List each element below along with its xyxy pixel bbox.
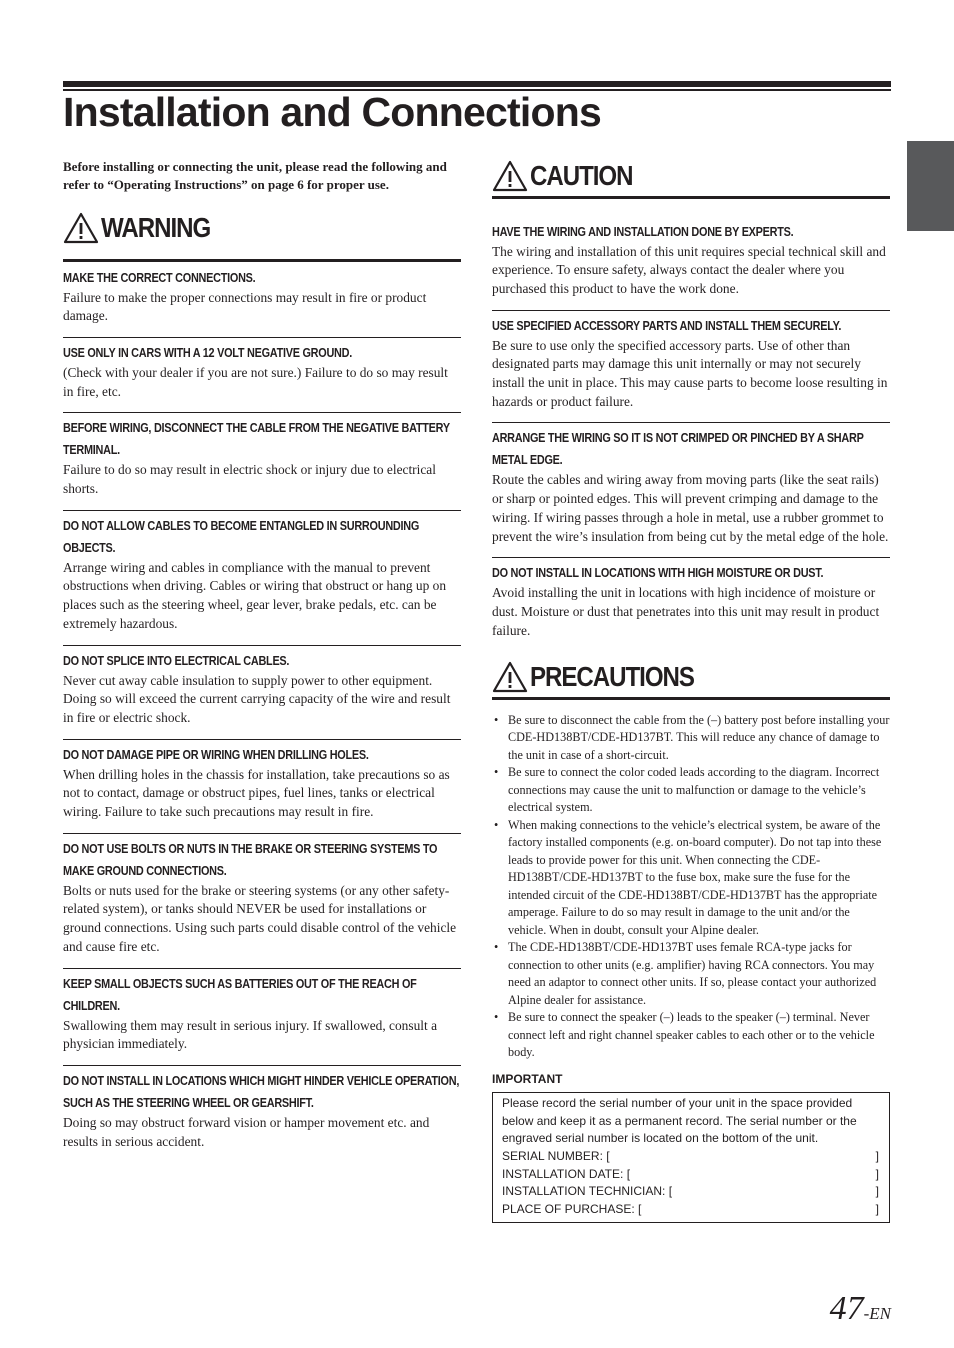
caution-item (492, 557, 890, 651)
caution-item (492, 422, 890, 557)
page-number (830, 1290, 891, 1328)
intro-text: Before installing or connecting the unit, please read the following and refer to “Operating Instructions” on page 6 for proper use. (63, 159, 447, 192)
page-title: Installation and Connections (63, 89, 601, 135)
precautions-triangle-icon (492, 661, 528, 693)
warning-item (63, 645, 461, 739)
warning-item-heading: KEEP SMALL OBJECTS SUCH AS BATTERIES OUT OF THE REACH OF CHILDREN. (63, 976, 417, 1013)
caution-list (492, 221, 890, 652)
precautions-title: PRECAUTIONS (530, 661, 694, 693)
field-label: SERIAL NUMBER: [ (502, 1148, 610, 1163)
precautions-section (492, 651, 890, 1062)
field-close-bracket: ] (875, 1184, 879, 1199)
section-tab-marker (907, 141, 954, 231)
warning-item-heading: BEFORE WIRING, DISCONNECT THE CABLE FROM THE NEGATIVE BATTERY TERMINAL. (63, 421, 450, 458)
field-label: INSTALLATION DATE: [ (502, 1166, 631, 1181)
warning-item (63, 510, 461, 645)
caution-item (492, 310, 890, 423)
caution-item-heading: USE SPECIFIED ACCESSORY PARTS AND INSTALL THEM SECURELY. (492, 318, 842, 333)
warning-header (63, 202, 461, 244)
warning-item (63, 337, 461, 412)
field-close-bracket: ] (875, 1166, 879, 1181)
warning-item-body: When drilling holes in the chassis for installation, take precautions so as not to contact, damage or obstruct pipes, fuel lines, tanks or electrical wiring. Failure to take such precautions may result in fire. (63, 766, 450, 820)
caution-triangle-icon (492, 160, 528, 192)
important-box (492, 1092, 890, 1223)
warning-item-heading: DO NOT DAMAGE PIPE OR WIRING WHEN DRILLING HOLES. (63, 747, 369, 762)
warning-item-body: Doing so may obstruct forward vision or hamper movement etc. and results in serious accident. (63, 1114, 430, 1149)
field-label: PLACE OF PURCHASE: [ (502, 1202, 642, 1217)
warning-list (63, 267, 461, 1163)
warning-item (63, 1065, 461, 1162)
caution-title: CAUTION (530, 160, 633, 191)
serial-number-field (502, 1148, 879, 1166)
caution-header (492, 150, 890, 192)
caution-item-body: Avoid installing the unit in locations with high incidence of moisture or dust. Moisture or dust that penetrates into this unit may result in product failure. (492, 585, 880, 638)
warning-item-heading: DO NOT INSTALL IN LOCATIONS WHICH MIGHT HINDER VEHICLE OPERATION, SUCH AS THE STEERING WHEEL OR GEARSHIFT. (63, 1073, 460, 1110)
warning-item (63, 833, 461, 968)
warning-item (63, 739, 461, 833)
warning-item (63, 267, 461, 337)
warning-item-body: Failure to do so may result in electric shock or injury due to electrical shorts. (63, 462, 436, 497)
warning-item-body: Arrange wiring and cables in compliance with the manual to prevent obstructions when driving. Cables or wiring that obstruct or hang up on places such as the steering wheel, gear lever, brake pedals, etc. can be extremely hazardous. (63, 559, 447, 631)
installation-date-field (502, 1166, 879, 1184)
caution-item-body: The wiring and installation of this unit requires special technical skill and experience. To ensure safety, always contact the dealer where you purchased this product to have the work done. (492, 243, 886, 296)
warning-rule (63, 259, 461, 262)
installation-technician-field (502, 1183, 879, 1201)
warning-item (63, 412, 461, 509)
important-text: Please record the serial number of your unit in the space provided below and keep it as a permanent record. The serial number or the engraved serial number is located on the bottom of the unit. (502, 1095, 857, 1146)
precaution-item: • Be sure to connect the color coded leads according to the diagram. Incorrect connections may cause the unit to malfunction or damage to the vehicle’s electrical system. (492, 764, 890, 817)
field-close-bracket: ] (875, 1148, 879, 1163)
warning-item-heading: DO NOT USE BOLTS OR NUTS IN THE BRAKE OR STEERING SYSTEMS TO MAKE GROUND CONNECTIONS. (63, 841, 438, 878)
warning-section (63, 202, 461, 1162)
left-column (63, 158, 461, 1162)
caution-rule (492, 196, 890, 199)
warning-item-heading: USE ONLY IN CARS WITH A 12 VOLT NEGATIVE GROUND. (63, 345, 352, 360)
page-number-suffix: -EN (863, 1304, 891, 1323)
precaution-item: • The CDE-HD138BT/CDE-HD137BT uses female RCA-type jacks for connection to other units (e.g. amplifier) having RCA connectors. You may need an adaptor to connect other units. If so, please contact your authorized Alpine dealer for assistance. (492, 939, 890, 1009)
precaution-item: • Be sure to connect the speaker (–) leads to the speaker (–) terminal. Never connect left and right channel speaker cables to each other or to the vehicle body. (492, 1009, 890, 1062)
caution-item (492, 221, 890, 310)
caution-item-body: Be sure to use only the specified accessory parts. Use of other than designated parts may damage this unit internally or may not securely install the unit in place. This may cause parts to become loose resulting in hazards or product failure. (492, 337, 888, 409)
caution-section (492, 150, 890, 651)
precaution-item: • When making connections to the vehicle’s electrical system, be aware of the factory installed components (e.g. on-board computer). Do not tap into these leads to provide power for this unit. When connecting the CDE-HD138BT/CDE-HD137BT to the fuse box, make sure the fuse for the intended circuit of the CDE-HD138BT/CDE-HD137BT has the appropriate amperage. Failure to do so may result in damage to the unit and/or the vehicle. When in doubt, consult your Alpine dealer. (492, 817, 890, 940)
caution-item-heading: DO NOT INSTALL IN LOCATIONS WITH HIGH MOISTURE OR DUST. (492, 566, 824, 581)
warning-item-heading: DO NOT SPLICE INTO ELECTRICAL CABLES. (63, 653, 290, 668)
warning-item-heading: DO NOT ALLOW CABLES TO BECOME ENTANGLED IN SURROUNDING OBJECTS. (63, 518, 420, 555)
important-label: IMPORTANT (492, 1071, 563, 1086)
warning-title: WARNING (101, 212, 211, 243)
page-number-value: 47 (829, 1290, 864, 1327)
warning-triangle-icon (63, 212, 99, 244)
field-close-bracket: ] (875, 1202, 879, 1217)
caution-item-heading: HAVE THE WIRING AND INSTALLATION DONE BY EXPERTS. (492, 224, 794, 239)
warning-item (63, 968, 461, 1065)
warning-item-body: (Check with your dealer if you are not sure.) Failure to do so may result in fire, etc. (63, 364, 448, 399)
field-label: INSTALLATION TECHNICIAN: [ (502, 1184, 673, 1199)
top-rule-thick (63, 81, 891, 87)
precautions-rule (492, 697, 890, 700)
warning-item-body: Never cut away cable insulation to supply power to other equipment. Doing so will exceed the current carrying capacity of the wire and result in fire or electric shock. (63, 672, 451, 725)
precautions-list (492, 712, 890, 1062)
right-column (492, 150, 890, 1223)
caution-item-body: Route the cables and wiring away from moving parts (like the seat rails) or sharp or pointed edges. This will prevent crimping and damage to the wiring. If wiring passes through a hole in metal, use a rubber grommet to prevent the wire’s insulation from being cut by the metal edge of the hole. (492, 472, 889, 544)
place-of-purchase-field (502, 1201, 879, 1219)
precaution-item: • Be sure to disconnect the cable from the (–) battery post before installing your CDE-HD138BT/CDE-HD137BT. This will reduce any chance of damage to the unit in case of a short-circuit. (492, 712, 890, 765)
warning-item-body: Failure to make the proper connections may result in fire or product damage. (63, 289, 427, 324)
warning-item-body: Swallowing them may result in serious injury. If swallowed, consult a physician immediately. (63, 1017, 438, 1052)
warning-item-body: Bolts or nuts used for the brake or steering systems (or any other safety-related system), or tanks should NEVER be used for installations or ground connections. Using such parts could disable control of the vehicle and cause fire etc. (63, 882, 457, 954)
caution-item-heading: ARRANGE THE WIRING SO IT IS NOT CRIMPED OR PINCHED BY A SHARP METAL EDGE. (492, 431, 864, 468)
precautions-header (492, 651, 890, 693)
warning-item-heading: MAKE THE CORRECT CONNECTIONS. (63, 270, 256, 285)
